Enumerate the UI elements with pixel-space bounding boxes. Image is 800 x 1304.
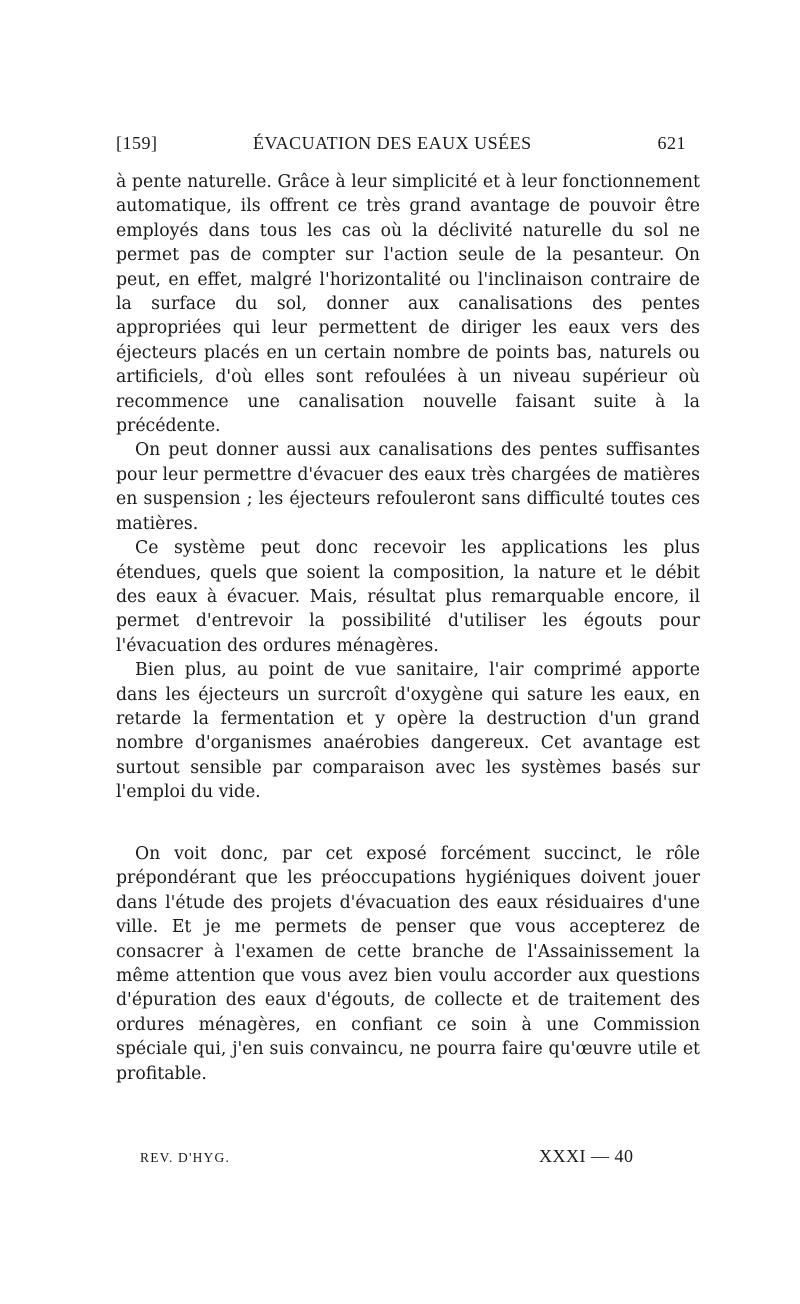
paragraph: Bien plus, au point de vue sanitaire, l'air comprimé apporte dans les éjecteurs un surcroît d'oxygène qui sature les eaux, en retarde la fermentation et y opère la destruction d'un grand nombre d'organismes anaérobies dangereux. Cet avantage est surtout sensible par comparaison avec les systèmes basés sur l'emploi du vide.	[116, 660, 700, 803]
running-header	[116, 133, 700, 157]
paragraph-continuation: à pente naturelle. Grâce à leur simplicité et à leur fonctionnement automatique, ils offrent ce très grand avantage de pouvoir être employés dans tous les cas où la déclivité naturelle du sol ne permet pas de compter sur l'action seule de la pesanteur. On peut, en effet, malgré l'horizontalité ou l'inclinaison contraire de la surface du sol, donner aux canalisations des pentes appropriées qui leur permettent de diriger les eaux vers des éjecteurs placés en un certain nombre de points bas, naturels ou artificiels, d'où elles sont refoulées à un niveau supérieur où recommence une canalisation nouvelle faisant suite à la précédente.	[116, 172, 700, 437]
page-number: 621	[657, 133, 686, 153]
journal-abbreviation: REV. D'HYG.	[140, 1150, 231, 1165]
main-text-block	[116, 170, 700, 805]
page-footer	[140, 1146, 640, 1170]
paragraph: Ce système peut donc recevoir les applications les plus étendues, quels que soient la composition, la nature et le débit des eaux à évacuer. Mais, résultat plus remarquable encore, il permet d'entrevoir la possibilité d'utiliser les égouts pour l'évacuation des ordures ménagères.	[116, 538, 700, 656]
paragraph: On peut donner aussi aux canalisations des pentes suffisantes pour leur permettre d'évacuer des eaux très chargées de matières en suspension ; les éjecteurs refouleront sans difficulté toutes ces matières.	[116, 440, 700, 534]
conclusion-paragraph: On voit donc, par cet exposé forcément succinct, le rôle prépondérant que les préoccupations hygiéniques doivent jouer dans l'étude des projets d'évacuation des eaux résiduaires d'une ville. Et je me permets de penser que vous accepterez de consacrer à l'examen de cette branche de l'Assainissement la même attention que vous avez bien voulu accorder aux questions d'épuration des eaux d'égouts, de collecte et de traitement des ordures ménagères, en confiant ce soin à une Commission spéciale qui, j'en suis convaincu, ne pourra faire qu'œuvre utile et profitable.	[116, 844, 700, 1084]
signature-mark: XXXI — 40	[539, 1146, 634, 1166]
conclusion-text-block	[116, 842, 700, 1086]
folio-bracketed-number: [159]	[116, 133, 158, 153]
running-title: ÉVACUATION DES EAUX USÉES	[253, 133, 532, 153]
